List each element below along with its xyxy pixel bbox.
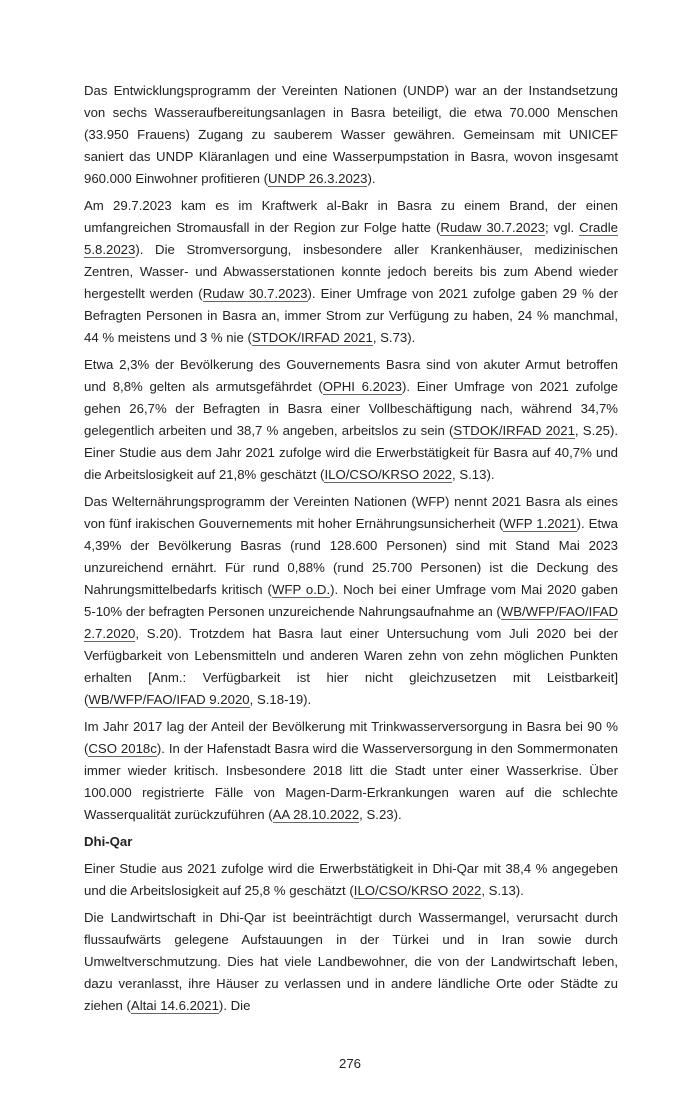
section-heading bbox=[84, 831, 618, 853]
text-segment: , S.13). bbox=[452, 467, 495, 482]
text-segment: Das Entwicklungsprogramm der Vereinten Nationen (UNDP) war an der Instandsetzung von sechs Wasseraufbereitungsanlagen in Basra beteiligt, die etwa 70.000 Menschen (33.950 Frauens) Zugang zu sauberem Wasser gewähren. Gemeinsam mit UNICEF saniert das UNDP Kläranlagen und eine Wasserpumpstation in Basra, wovon insgesamt 960.000 Einwohner profitieren ( bbox=[84, 83, 618, 186]
citation-link[interactable]: Rudaw 30.7.2023 bbox=[202, 286, 308, 301]
text-segment: , S.23). bbox=[359, 807, 402, 822]
text-segment: ). Noch bei einer Umfrage vom Mai 2020 gaben 5-10% der befragten Personen unzureichende Nahrungsaufnahme an ( bbox=[84, 582, 618, 619]
text-segment: ). Die Stromversorgung, insbesondere aller Krankenhäuser, medizinischen Zentren, Wasser- und Abwasserstationen konnte jedoch bereits bis zum Abend wieder hergestellt werden ( bbox=[84, 242, 618, 301]
citation-link[interactable]: OPHI 6.2023 bbox=[322, 379, 403, 394]
text-segment: ). Die bbox=[218, 998, 251, 1013]
text-segment: ). bbox=[367, 171, 376, 186]
page-number: 276 bbox=[338, 1056, 361, 1071]
text-segment: , S.25). Einer Studie aus dem Jahr 2021 zufolge wird die Erwerbstätigkeit für Basra auf 40,7% und die Arbeitslosigkeit auf 21,8% geschätzt ( bbox=[84, 423, 618, 482]
text-segment: ). Einer Umfrage von 2021 zufolge gehen 26,7% der Befragten in Basra einer Vollbeschäftigung nach, während 34,7% gelegentlich arbeiten und 38,7 % angeben, arbeitslos zu sein ( bbox=[84, 379, 619, 438]
text-segment: Das Welternährungsprogramm der Vereinten Nationen (WFP) nennt 2021 Basra als eines von fünf irakischen Gouvernements mit hoher Ernährungsunsicherheit ( bbox=[84, 494, 618, 531]
text-segment: ). Etwa 4,39% der Bevölkerung Basras (rund 128.600 Personen) sind mit Stand Mai 2023 unzureichend ernährt. Für rund 0,88% (rund 25.700 Personen) ist die Deckung des Nahrungsmittelbedarfs kritisch ( bbox=[84, 516, 618, 597]
citation-link[interactable]: UNDP 26.3.2023 bbox=[268, 171, 368, 186]
text-segment: , S.73). bbox=[372, 330, 416, 345]
text-segment: , S.13). bbox=[481, 883, 524, 898]
paragraph bbox=[84, 716, 618, 826]
text-segment: Die Landwirtschaft in Dhi-Qar ist beeinträchtigt durch Wassermangel, verursacht durch flussaufwärts gelegene Aufstauungen in der Türkei und in Iran sowie durch Umweltverschmutzung. Dies hat viele Landbewohner, die von der Landwirtschaft leben, dazu veranlasst, ihre Häuser zu verlassen und in andere ländliche Orte oder Städte zu ziehen ( bbox=[84, 910, 618, 1013]
citation-link[interactable]: STDOK/IRFAD 2021 bbox=[251, 330, 373, 345]
citation-link[interactable]: AA 28.10.2022 bbox=[272, 807, 360, 822]
text-segment: , S.20). Trotzdem hat Basra laut einer Untersuchung vom Juli 2020 bei der Verfügbarkeit von Lebensmitteln und anderen Waren zehn von zehn möglichen Punkten erhalten [Anm.: Verfügbarkeit ist hier nicht gleichzusetzen mit Leistbarkeit] ( bbox=[84, 626, 618, 707]
paragraph bbox=[84, 491, 618, 711]
text-segment: Etwa 2,3% der Bevölkerung des Gouvernements Basra sind von akuter Armut betroffen und 8,8% gelten als armutsgefährdet ( bbox=[84, 357, 618, 394]
document-body bbox=[84, 80, 618, 1017]
citation-link[interactable]: CSO 2018c bbox=[88, 741, 157, 756]
citation-link[interactable]: Altai 14.6.2021 bbox=[130, 998, 219, 1013]
citation-link[interactable]: Rudaw 30.7.2023 bbox=[440, 220, 546, 235]
citation-link[interactable]: WFP 1.2021 bbox=[503, 516, 577, 531]
text-segment: Einer Studie aus 2021 zufolge wird die Erwerbstätigkeit in Dhi-Qar mit 38,4 % angegeben und die Arbeitslosigkeit auf 25,8 % geschätzt ( bbox=[84, 861, 618, 898]
citation-link[interactable]: ILO/CSO/KRSO 2022 bbox=[324, 467, 452, 482]
paragraph bbox=[84, 195, 618, 349]
text-segment: ). In der Hafenstadt Basra wird die Wasserversorgung in den Sommermonaten immer wieder kritisch. Insbesondere 2018 litt die Stadt unter einer Wasserkrise. Über 100.000 registrierte Fälle von Magen-Darm-Erkrankungen waren auf die schlechte Wasserqualität zurückzuführen ( bbox=[84, 741, 618, 822]
text-segment: ). Einer Umfrage von 2021 zufolge gaben 29 % der Befragten Personen in Basra an, immer Strom zur Verfügung zu haben, 24 % manchmal, 44 % meistens und 3 % nie ( bbox=[84, 286, 618, 345]
paragraph bbox=[84, 907, 618, 1017]
text-segment: Am 29.7.2023 kam es im Kraftwerk al-Bakr in Basra zu einem Brand, der einen umfangreichen Stromausfall in der Region zur Folge hatte ( bbox=[84, 198, 618, 235]
paragraph bbox=[84, 354, 618, 486]
text-segment: Im Jahr 2017 lag der Anteil der Bevölkerung mit Trinkwasserversorgung in Basra bei 90 % ( bbox=[84, 719, 618, 756]
citation-link[interactable]: STDOK/IRFAD 2021 bbox=[453, 423, 575, 438]
citation-link[interactable]: Cradle 5.8.2023 bbox=[84, 220, 618, 257]
paragraph bbox=[84, 858, 618, 902]
paragraph bbox=[84, 80, 618, 190]
citation-link[interactable]: ILO/CSO/KRSO 2022 bbox=[353, 883, 482, 898]
citation-link[interactable]: WB/WFP/FAO/IFAD 2.7.2020 bbox=[84, 604, 618, 641]
text-segment: ; vgl. bbox=[545, 220, 580, 235]
text-segment: Dhi-Qar bbox=[84, 834, 133, 849]
citation-link[interactable]: WB/WFP/FAO/IFAD 9.2020 bbox=[88, 692, 250, 707]
text-segment: , S.18-19). bbox=[249, 692, 312, 707]
citation-link[interactable]: WFP o.D. bbox=[271, 582, 331, 597]
